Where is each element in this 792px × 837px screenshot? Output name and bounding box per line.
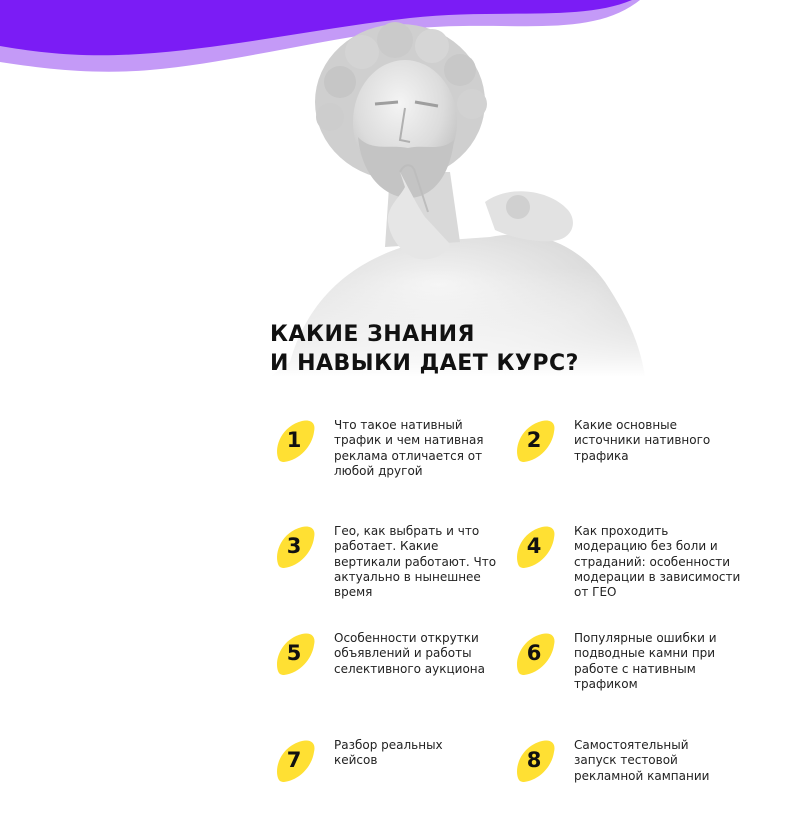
- number-badge: [512, 418, 560, 466]
- skill-item-6: [512, 631, 742, 711]
- skill-item-4: [512, 524, 742, 604]
- number-badge: [512, 738, 560, 786]
- number-badge: [512, 631, 560, 679]
- number-label: 7: [286, 748, 302, 772]
- number-label: 8: [526, 748, 542, 772]
- skill-item-5: [272, 631, 502, 711]
- skill-description: Гео, как выбрать и что работает. Какие вертикали работают. Что актуально в нынешнее время: [334, 524, 497, 600]
- skill-description: Какие основные источники нативного трафика: [574, 418, 711, 463]
- number-label: 5: [286, 641, 302, 665]
- skill-description: Популярные ошибки и подводные камни при работе с нативным трафиком: [574, 631, 717, 691]
- number-badge: [272, 524, 320, 572]
- number-badge: [272, 418, 320, 466]
- skill-description: Разбор реальных кейсов: [334, 738, 443, 768]
- skill-item-8: [512, 738, 742, 818]
- section-heading: [270, 320, 630, 378]
- number-label: 3: [286, 534, 302, 558]
- number-badge: [272, 631, 320, 679]
- skill-description: Самостоятельный запуск тестовой рекламной кампании: [574, 738, 710, 783]
- skill-description: Что такое нативный трафик и чем нативная реклама отличается от любой другой: [334, 418, 484, 478]
- number-label: 1: [286, 428, 302, 452]
- skill-item-1: [272, 418, 502, 498]
- number-badge: [272, 738, 320, 786]
- number-label: 4: [526, 534, 542, 558]
- skill-item-7: [272, 738, 502, 818]
- skill-item-3: [272, 524, 502, 604]
- number-badge: [512, 524, 560, 572]
- skill-description: Особенности открутки объявлений и работы селективного аукциона: [334, 631, 486, 676]
- number-label: 2: [526, 428, 542, 452]
- skill-description: Как проходить модерацию без боли и страданий: особенности модерации в зависимости от ГЕО: [574, 524, 741, 600]
- heading-line-2: И НАВЫКИ ДАЕТ КУРС?: [270, 351, 579, 376]
- heading-line-1: КАКИЕ ЗНАНИЯ: [270, 322, 475, 347]
- skill-item-2: [512, 418, 742, 498]
- number-label: 6: [526, 641, 542, 665]
